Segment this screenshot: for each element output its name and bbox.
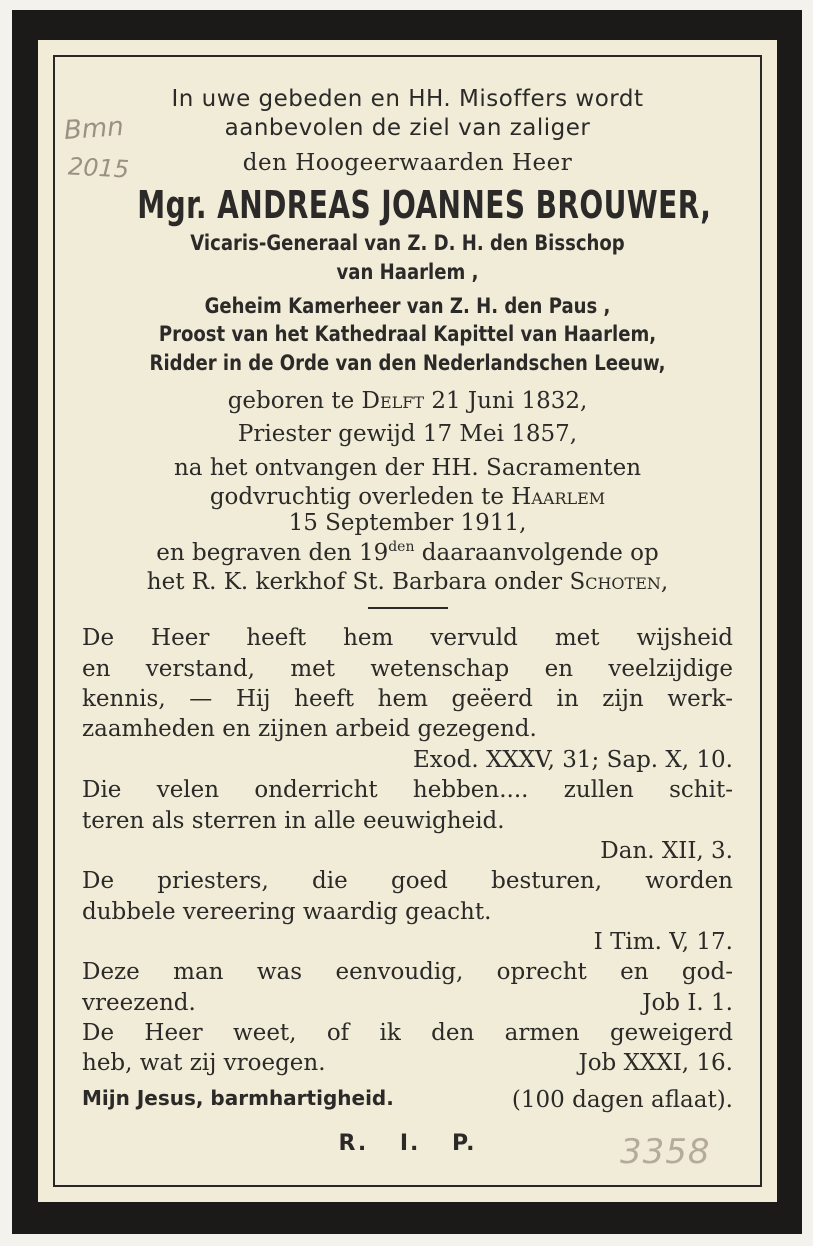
pencil-annotation-number: 3358 (620, 1132, 711, 1172)
indulgence-text: (100 dagen aflaat). (511, 1086, 733, 1113)
verse-5-line: De Heer weet, of ik den armen geweigerd (82, 1020, 733, 1047)
deceased-name: Mgr. ANDREAS JOANNES BROUWER, (137, 183, 712, 228)
title-line-4: Proost van het Kathedraal Kapittel van Haarlem, (158, 322, 657, 347)
verse-1-line: zaamheden en zijnen arbeid gezegend. (82, 716, 537, 743)
lord-line: den Hoogeerwaarden Heer (242, 149, 573, 176)
prayer-text: Mijn Jesus, barmhartigheid. (82, 1085, 394, 1110)
intro-line-2: aanbevolen de ziel van zaliger (224, 114, 591, 141)
verse-1-line: kennis, — Hij heeft hem geëerd in zijn werk- (82, 686, 733, 713)
intro-line-1: In uwe gebeden en HH. Misoffers wordt (171, 86, 644, 112)
verse-5-reference: Job XXXI, 16. (578, 1050, 733, 1077)
cemetery-place: Schoten (569, 569, 661, 596)
verse-4-reference: Job I. 1. (642, 989, 733, 1016)
pencil-annotation-code: Bmn (63, 111, 125, 147)
birth-place: Delft (361, 387, 425, 414)
rip: R. I. P. (338, 1131, 477, 1157)
cemetery-line: het R. K. kerkhof St. Barbara onder Schoten, (146, 569, 669, 596)
verse-2-reference: Dan. XII, 3. (600, 837, 733, 864)
burial-line: en begraven den $19^{den}$ daaraanvolgende op (156, 538, 659, 566)
verse-3-reference: I Tim. V, 17. (593, 928, 733, 955)
sacraments-line: na het ontvangen der HH. Sacramenten (173, 454, 642, 481)
verse-1-line: De Heer heeft hem vervuld met wijsheid (82, 625, 733, 652)
verse-3-line: dubbele vereering waardig geacht. (82, 898, 492, 925)
death-line: godvruchtig overleden te Haarlem (209, 484, 606, 510)
death-date: 15 September 1911, (288, 510, 527, 537)
verse-1-line: en verstand, met wetenschap en veelzijdige (82, 655, 733, 682)
card-content (78, 85, 737, 1156)
biography (78, 385, 737, 595)
pencil-annotation-year: 2015 (67, 152, 130, 184)
title-line-5: Ridder in de Orde van den Nederlandschen Leeuw, (149, 350, 666, 375)
verse-5-end: heb, wat zij vroegen. Job XXXI, 16. (82, 1048, 733, 1078)
verse-4-line: Deze man was eenvoudig, oprecht en god- (82, 959, 733, 986)
verse-1-reference: Exod. XXXV, 31; Sap. X, 10. (412, 746, 733, 773)
verses (78, 623, 737, 1115)
ordination-line: Priester gewijd 17 Mei 1857, (237, 421, 578, 448)
verse-2-line: teren als sterren in alle eeuwigheid. (82, 807, 505, 834)
birth-line: geboren te Delft 21 Juni 1832, (227, 387, 588, 414)
title-line-3: Geheim Kamerheer van Z. H. den Paus , (204, 293, 611, 318)
divider (368, 607, 448, 609)
indulgence-prayer (82, 1085, 733, 1115)
verse-4-end: vreezend. Job I. 1. (82, 988, 733, 1018)
verse-3-line: De priesters, die goed besturen, worden (82, 868, 733, 895)
card-paper (38, 40, 777, 1202)
verse-2-line: Die velen onderricht hebben.... zullen schit- (82, 777, 733, 804)
title-line-1: Vicaris-Generaal van Z. D. H. den Bisschop (190, 231, 625, 256)
memorial-card (12, 10, 802, 1234)
title-line-2: van Haarlem , (336, 259, 479, 284)
death-place: Haarlem (511, 484, 606, 510)
